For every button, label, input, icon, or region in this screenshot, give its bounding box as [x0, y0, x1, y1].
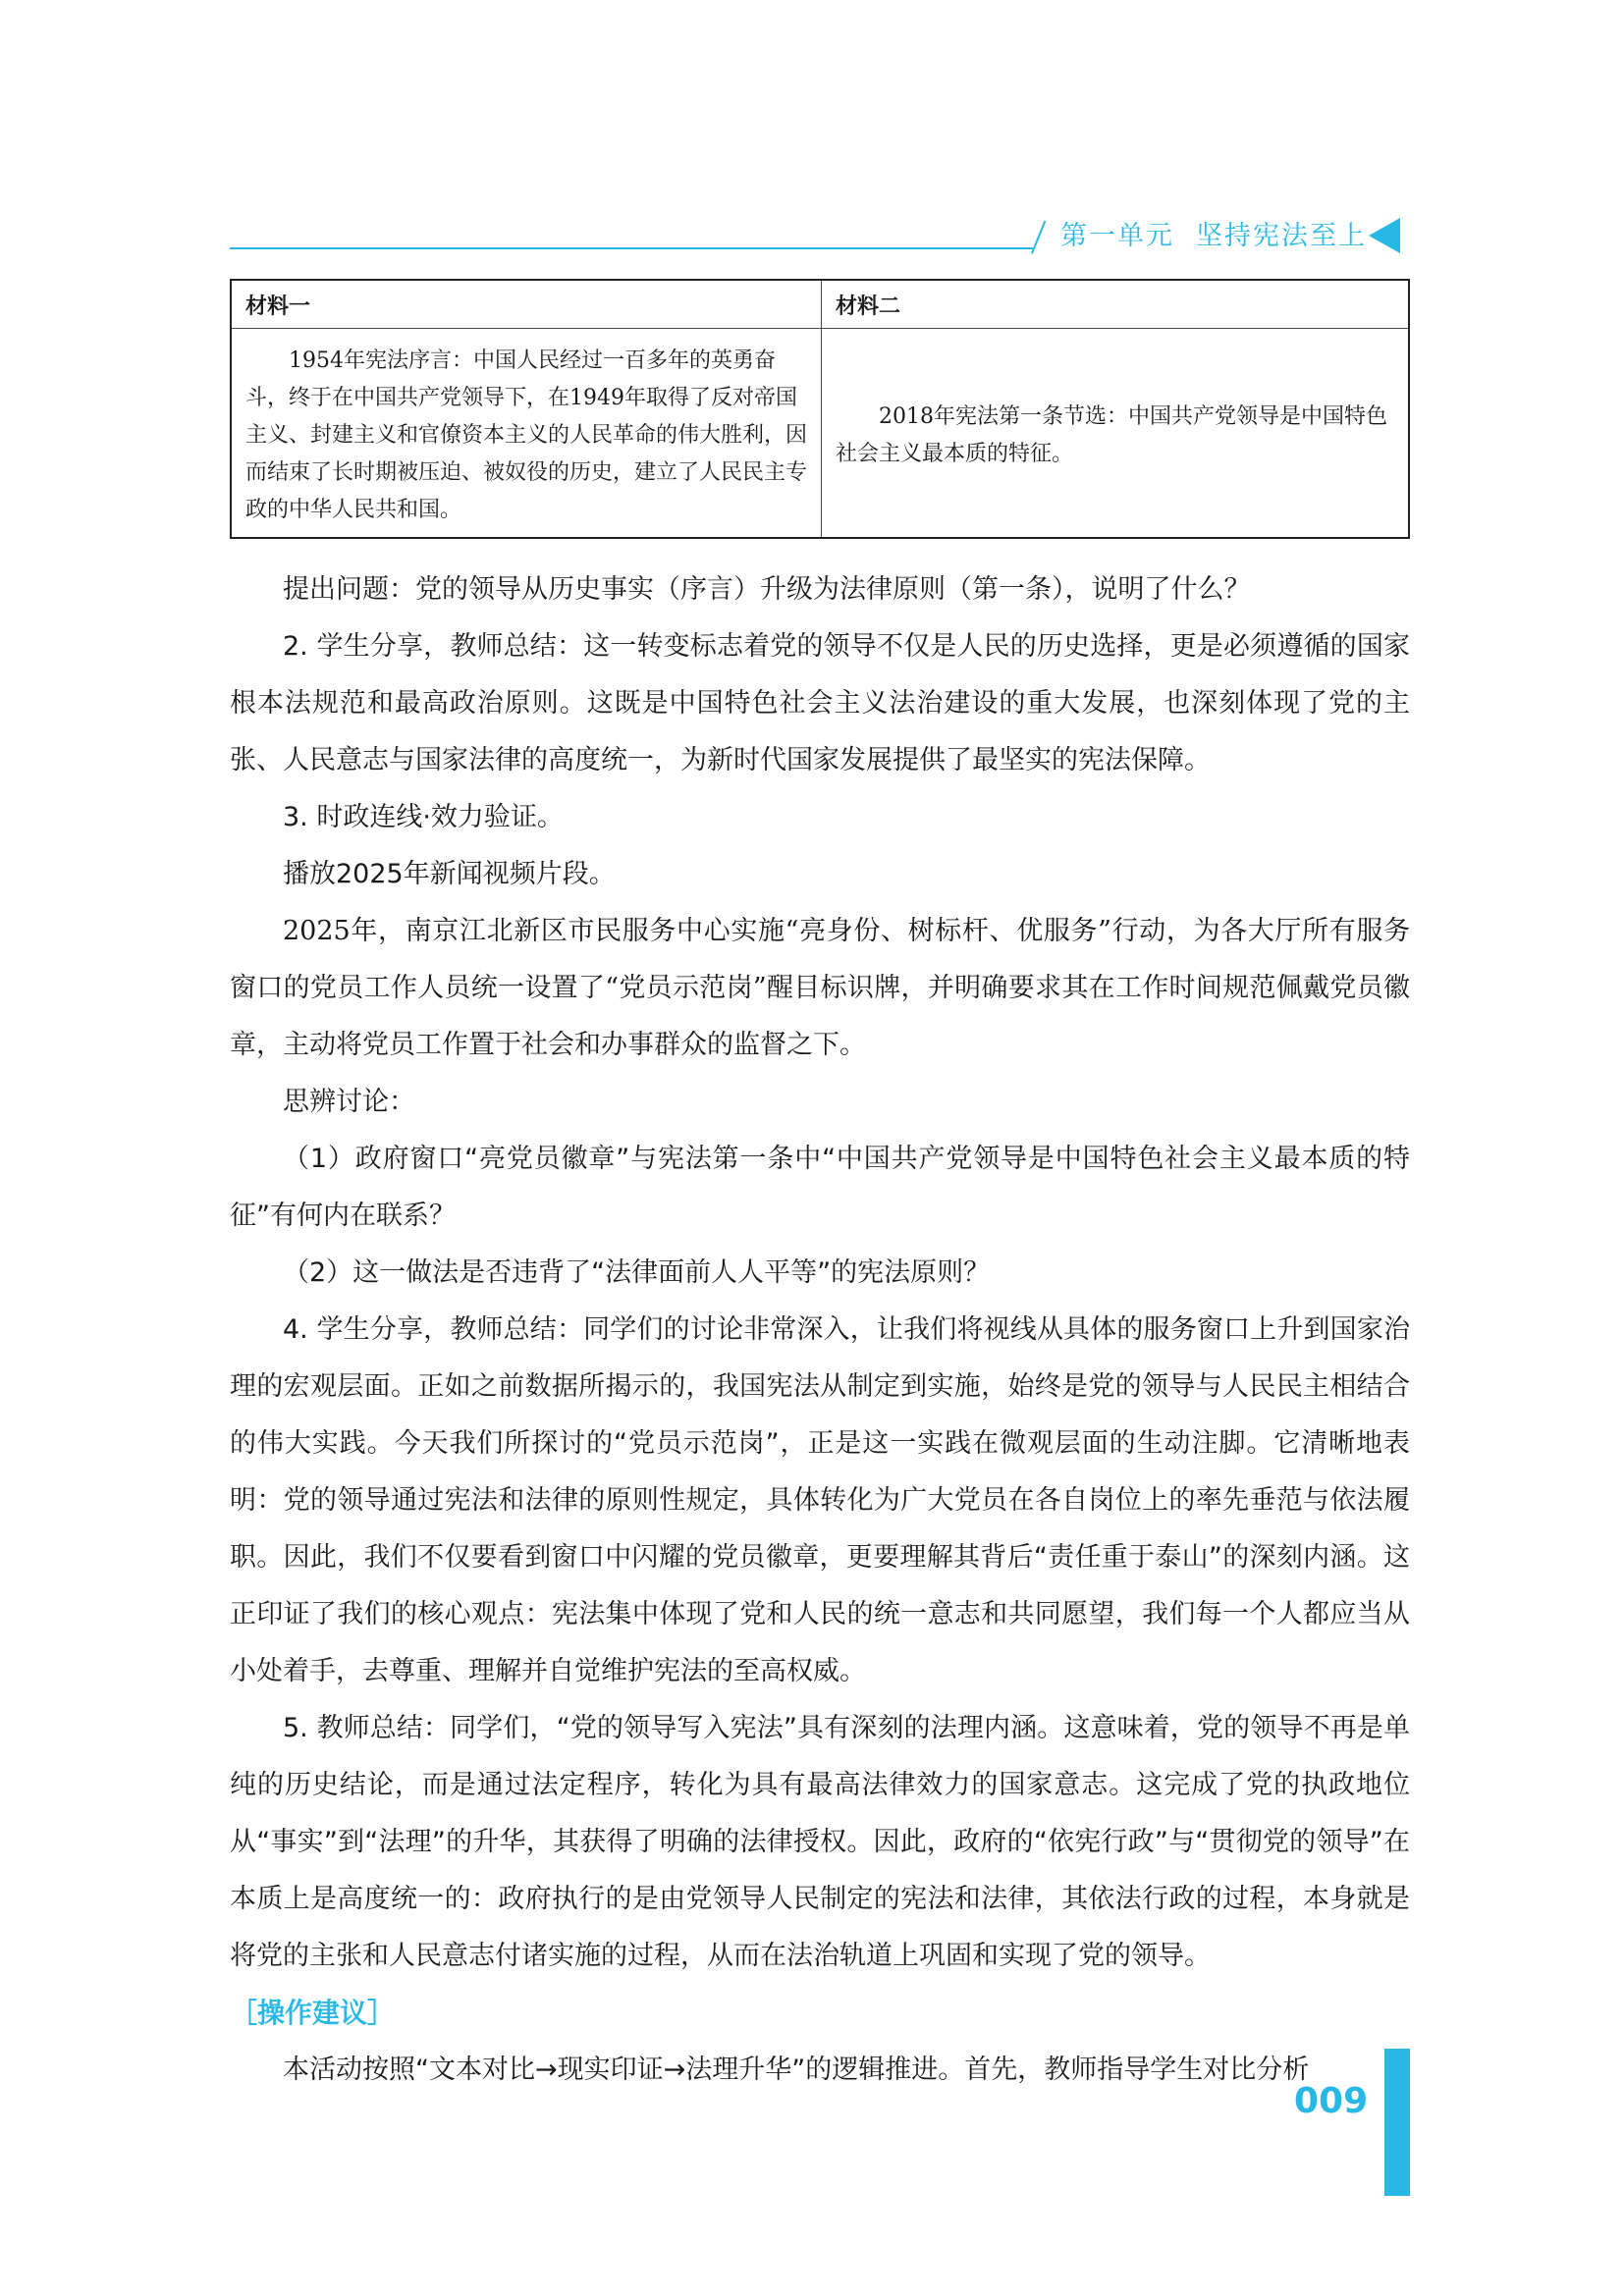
unit-label: 第一单元: [1060, 221, 1174, 251]
page-number: 009: [1294, 2081, 1369, 2121]
summary-paragraph-4: 4. 学生分享，教师总结：同学们的讨论非常深入，让我们将视线从具体的服务窗口上升到国家治理的宏观层面。正如之前数据所揭示的，我国宪法从制定到实施，始终是党的领导与人民民主相结合的伟大实践。今天我们所探讨的“党员示范岗”，正是这一实践在微观层面的生动注脚。它清晰地表明：党的领导通过宪法和法律的原则性规定，具体转化为广大党员在各自岗位上的率先垂范与依法履职。因此，我们不仅要看到窗口中闪耀的党员徽章，更要理解其背后“责任重于泰山”的深刻内涵。这正印证了我们的核心观点：宪法集中体现了党和人民的统一意志和共同愿望，我们每一个人都应当从小处着手，去尊重、理解并自觉维护宪法的至高权威。: [230, 1314, 1410, 1686]
materials-table: [230, 279, 1410, 539]
main-text: [230, 561, 1410, 2099]
discussion-question-2: （2）这一做法是否违背了“法律面前人人平等”的宪法原则？: [283, 1257, 991, 1288]
video-note: 播放2025年新闻视频片段。: [283, 859, 616, 889]
material-one-text: 1954年宪法序言：中国人民经过一百多年的英勇奋斗，终于在中国共产党领导下，在1949年取得了反对帝国主义、封建主义和官僚资本主义的人民革命的伟大胜利，因而结束了长时期被压迫、被奴役的历史，建立了人民民主专政的中华人民共和国。: [231, 329, 822, 539]
discussion-label: 思辨讨论：: [283, 1087, 415, 1117]
material-two-header: 材料二: [822, 280, 1410, 329]
running-header: [1060, 214, 1367, 252]
news-paragraph: 2025年，南京江北新区市民服务中心实施“亮身份、树标杆、优服务”行动，为各大厅所有服务窗口的党员工作人员统一设置了“党员示范岗”醒目标识牌，并明确要求其在工作时间规范佩戴党员徽章，主动将党员工作置于社会和办事群众的监督之下。: [230, 916, 1410, 1060]
triangle-marker-icon: [1369, 218, 1400, 253]
step-3-heading: 3. 时政连线·效力验证。: [283, 802, 564, 832]
operation-suggestion-tag: ［操作建议］: [230, 1997, 396, 2029]
material-two-text: 2018年宪法第一条节选：中国共产党领导是中国特色社会主义最本质的特征。: [822, 329, 1410, 539]
header-rule: [230, 247, 1033, 249]
unit-title: 坚持宪法至上: [1196, 221, 1367, 251]
material-one-header: 材料一: [231, 280, 822, 329]
discussion-question-1: （1）政府窗口“亮党员徽章”与宪法第一条中“中国共产党领导是中国特色社会主义最本质的特征”有何内在联系？: [230, 1144, 1410, 1231]
header-slash: [1031, 221, 1046, 254]
question-paragraph: 提出问题：党的领导从历史事实（序言）升级为法律原则（第一条），说明了什么？: [283, 574, 1251, 605]
summary-paragraph-5: 5. 教师总结：同学们，“党的领导写入宪法”具有深刻的法理内涵。这意味着，党的领导不再是单纯的历史结论，而是通过法定程序，转化为具有最高法律效力的国家意志。这完成了党的执政地位从“事实”到“法理”的升华，其获得了明确的法律授权。因此，政府的“依宪行政”与“贯彻党的领导”在本质上是高度统一的：政府执行的是由党领导人民制定的宪法和法律，其依法行政的过程，本身就是将党的主张和人民意志付诸实施的过程，从而在法治轨道上巩固和实现了党的领导。: [230, 1713, 1410, 1971]
suggestion-paragraph: 本活动按照“文本对比→现实印证→法理升华”的逻辑推进。首先，教师指导学生对比分析: [283, 2055, 1310, 2085]
side-bar: [1384, 2049, 1410, 2196]
summary-paragraph-2: 2. 学生分享，教师总结：这一转变标志着党的领导不仅是人民的历史选择，更是必须遵循的国家根本法规范和最高政治原则。这既是中国特色社会主义法治建设的重大发展，也深刻体现了党的主张、人民意志与国家法律的高度统一，为新时代国家发展提供了最坚实的宪法保障。: [230, 631, 1410, 775]
